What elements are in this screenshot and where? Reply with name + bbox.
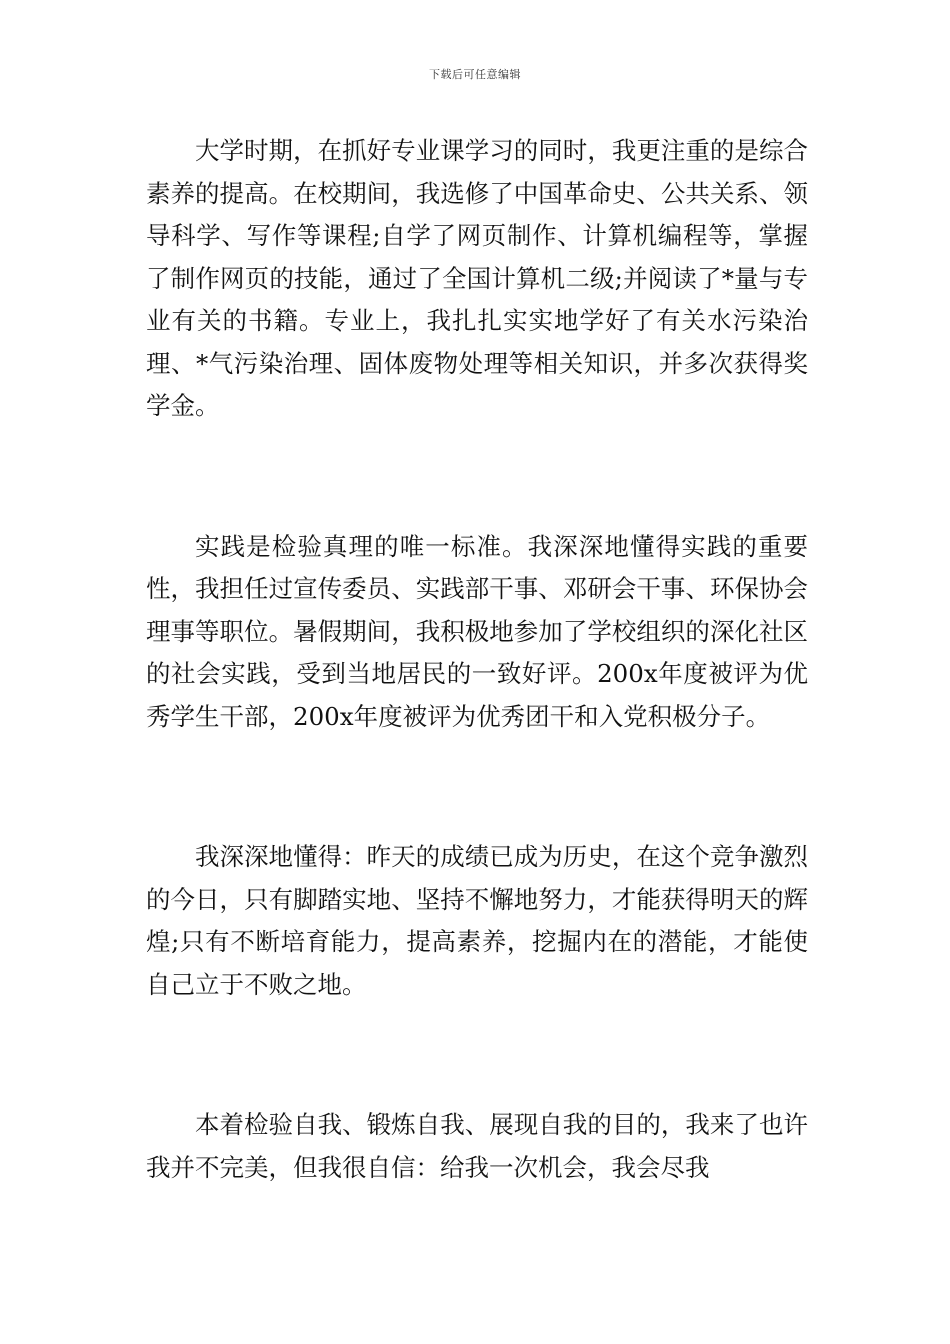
paragraph-study: 大学时期，在抓好专业课学习的同时，我更注重的是综合素养的提高。在校期间，我选修了中国革命史、公共关系、领导科学、写作等课程;自学了网页制作、计算机编程等，掌握了制作网页的技能，通过了全国计算机二级;并阅读了*量与专业有关的书籍。专业上，我扎扎实实地学好了有关水污染治理、*气污染治理、固体废物处理等相关知识，并多次获得奖学金。 [146,136,808,420]
document-body [146,130,808,1189]
paragraph-understanding: 我深深地懂得：昨天的成绩已成为历史，在这个竞争激烈的今日，只有脚踏实地、坚持不懈地努力，才能获得明天的辉煌;只有不断培育能力，提高素养，挖掘内在的潜能，才能使自己立于不败之地。 [146,842,808,999]
paragraph-practice: 实践是检验真理的唯一标准。我深深地懂得实践的重要性，我担任过宣传委员、实践部干事、邓研会干事、环保协会理事等职位。暑假期间，我积极地参加了学校组织的深化社区的社会实践，受到当地居民的一致好评。200x年度被评为优秀学生干部，200x年度被评为优秀团干和入党积极分子。 [146,531,808,731]
paragraph-purpose: 本着检验自我、锻炼自我、展现自我的目的，我来了也许我并不完美，但我很自信：给我一次机会，我会尽我 [146,1110,808,1182]
page-header: 下载后可任意编辑 [429,68,521,81]
